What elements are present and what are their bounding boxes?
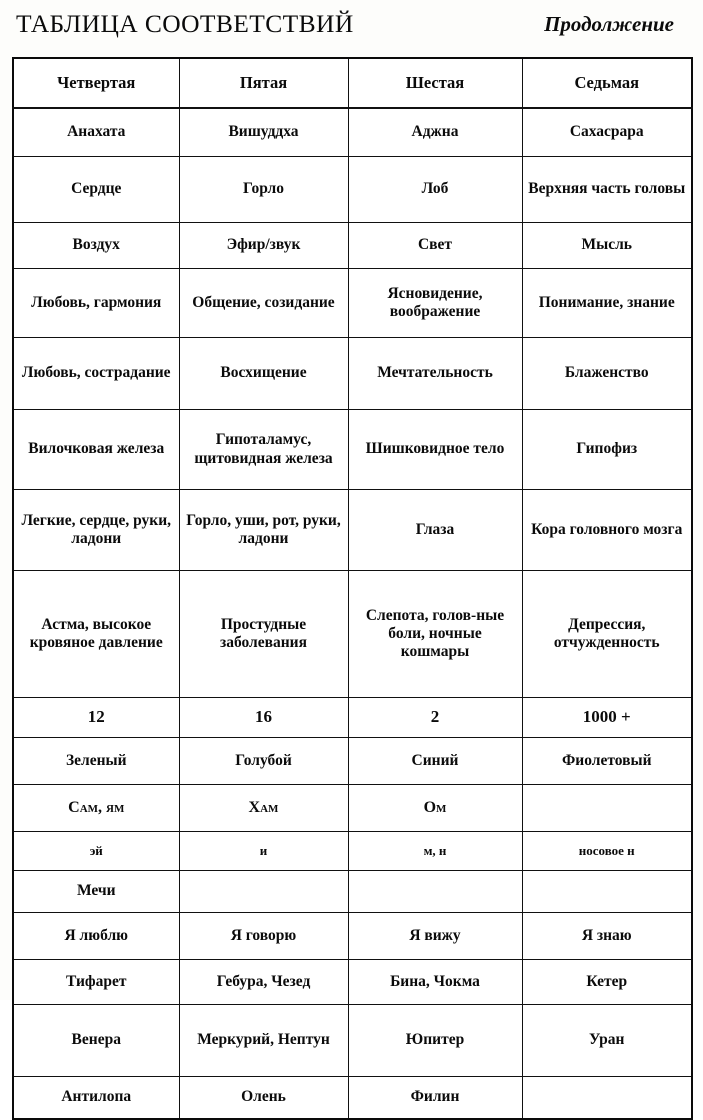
table-cell <box>522 785 692 832</box>
table-cell <box>348 871 522 913</box>
table-cell: Любовь, гармония <box>13 269 179 338</box>
table-cell: Меркурий, Нептун <box>179 1005 348 1077</box>
table-cell: Горло, уши, рот, руки, ладони <box>179 490 348 571</box>
table-cell: 1000 + <box>522 698 692 738</box>
table-cell: носовое н <box>522 832 692 871</box>
table-row <box>13 960 692 1005</box>
table-cell: Мечтательность <box>348 338 522 410</box>
table-cell: Лоб <box>348 157 522 223</box>
column-header-seventh: Седьмая <box>522 58 692 108</box>
table-row <box>13 832 692 871</box>
table-cell: Мысль <box>522 223 692 269</box>
table-cell: Сахасрара <box>522 108 692 157</box>
table-row <box>13 338 692 410</box>
table-row <box>13 410 692 490</box>
table-row <box>13 223 692 269</box>
table-cell: 16 <box>179 698 348 738</box>
table-cell: 12 <box>13 698 179 738</box>
table-cell: Голубой <box>179 738 348 785</box>
table-row <box>13 269 692 338</box>
table-cell: Понимание, знание <box>522 269 692 338</box>
table-cell: Легкие, сердце, руки, ладони <box>13 490 179 571</box>
table-cell <box>179 871 348 913</box>
table-cell: Кетер <box>522 960 692 1005</box>
column-header-sixth: Шестая <box>348 58 522 108</box>
table-cell: Гипофиз <box>522 410 692 490</box>
table-cell: Восхищение <box>179 338 348 410</box>
table-row <box>13 1077 692 1120</box>
table-body <box>13 58 692 1119</box>
table-cell: Гебура, Чезед <box>179 960 348 1005</box>
table-row <box>13 785 692 832</box>
table-cell: Я вижу <box>348 913 522 960</box>
table-cell: Венера <box>13 1005 179 1077</box>
table-cell: Глаза <box>348 490 522 571</box>
table-cell: Депрессия, отчужденность <box>522 571 692 698</box>
table-cell: Анахата <box>13 108 179 157</box>
table-cell: Я люблю <box>13 913 179 960</box>
table-cell: Филин <box>348 1077 522 1120</box>
table-row <box>13 871 692 913</box>
page-heading <box>12 2 691 46</box>
table-cell: 2 <box>348 698 522 738</box>
table-cell: и <box>179 832 348 871</box>
table-cell: Вилочковая железа <box>13 410 179 490</box>
table-cell <box>522 871 692 913</box>
table-cell: Бина, Чокма <box>348 960 522 1005</box>
table-cell: Шишковидное тело <box>348 410 522 490</box>
table-row <box>13 698 692 738</box>
table-cell: Горло <box>179 157 348 223</box>
column-header-fifth: Пятая <box>179 58 348 108</box>
table-cell: Аджна <box>348 108 522 157</box>
table-cell: Воздух <box>13 223 179 269</box>
table-cell: Любовь, сострадание <box>13 338 179 410</box>
table-cell: Олень <box>179 1077 348 1120</box>
table-cell: эй <box>13 832 179 871</box>
table-cell: Хам <box>179 785 348 832</box>
table-cell: Эфир/звук <box>179 223 348 269</box>
table-cell: Гипоталамус, щитовидная железа <box>179 410 348 490</box>
table-cell: Блаженство <box>522 338 692 410</box>
table-cell: Тифарет <box>13 960 179 1005</box>
table-cell: Астма, высокое кровяное давление <box>13 571 179 698</box>
table-row <box>13 738 692 785</box>
table-cell: Синий <box>348 738 522 785</box>
continuation-note: Продолжение <box>544 11 674 36</box>
table-cell: Кора головного мозга <box>522 490 692 571</box>
table-cell: Свет <box>348 223 522 269</box>
table-cell: Слепота, голов-ные боли, ночные кошмары <box>348 571 522 698</box>
table-header-row <box>13 58 692 108</box>
table-cell <box>522 1077 692 1120</box>
table-cell: Ом <box>348 785 522 832</box>
table-cell: Вишуддха <box>179 108 348 157</box>
correspondence-table <box>12 57 693 1120</box>
table-row <box>13 571 692 698</box>
table-cell: Общение, созидание <box>179 269 348 338</box>
table-cell: Антилопа <box>13 1077 179 1120</box>
table-cell: Я говорю <box>179 913 348 960</box>
table-cell: Уран <box>522 1005 692 1077</box>
page-title: ТАБЛИЦА СООТВЕТСТВИЙ <box>16 9 354 38</box>
table-cell: Сам, ям <box>13 785 179 832</box>
table-cell: Фиолетовый <box>522 738 692 785</box>
table-row <box>13 913 692 960</box>
table-row <box>13 1005 692 1077</box>
table-cell: Простудные заболевания <box>179 571 348 698</box>
table-cell: м, н <box>348 832 522 871</box>
column-header-fourth: Четвертая <box>13 58 179 108</box>
table-cell: Зеленый <box>13 738 179 785</box>
table-row <box>13 490 692 571</box>
table-cell: Мечи <box>13 871 179 913</box>
table-cell: Верхняя часть головы <box>522 157 692 223</box>
table-cell: Ясновидение, воображение <box>348 269 522 338</box>
table-cell: Юпитер <box>348 1005 522 1077</box>
table-cell: Я знаю <box>522 913 692 960</box>
table-row <box>13 108 692 157</box>
correspondence-table-container <box>12 57 691 1120</box>
table-cell: Сердце <box>13 157 179 223</box>
table-row <box>13 157 692 223</box>
